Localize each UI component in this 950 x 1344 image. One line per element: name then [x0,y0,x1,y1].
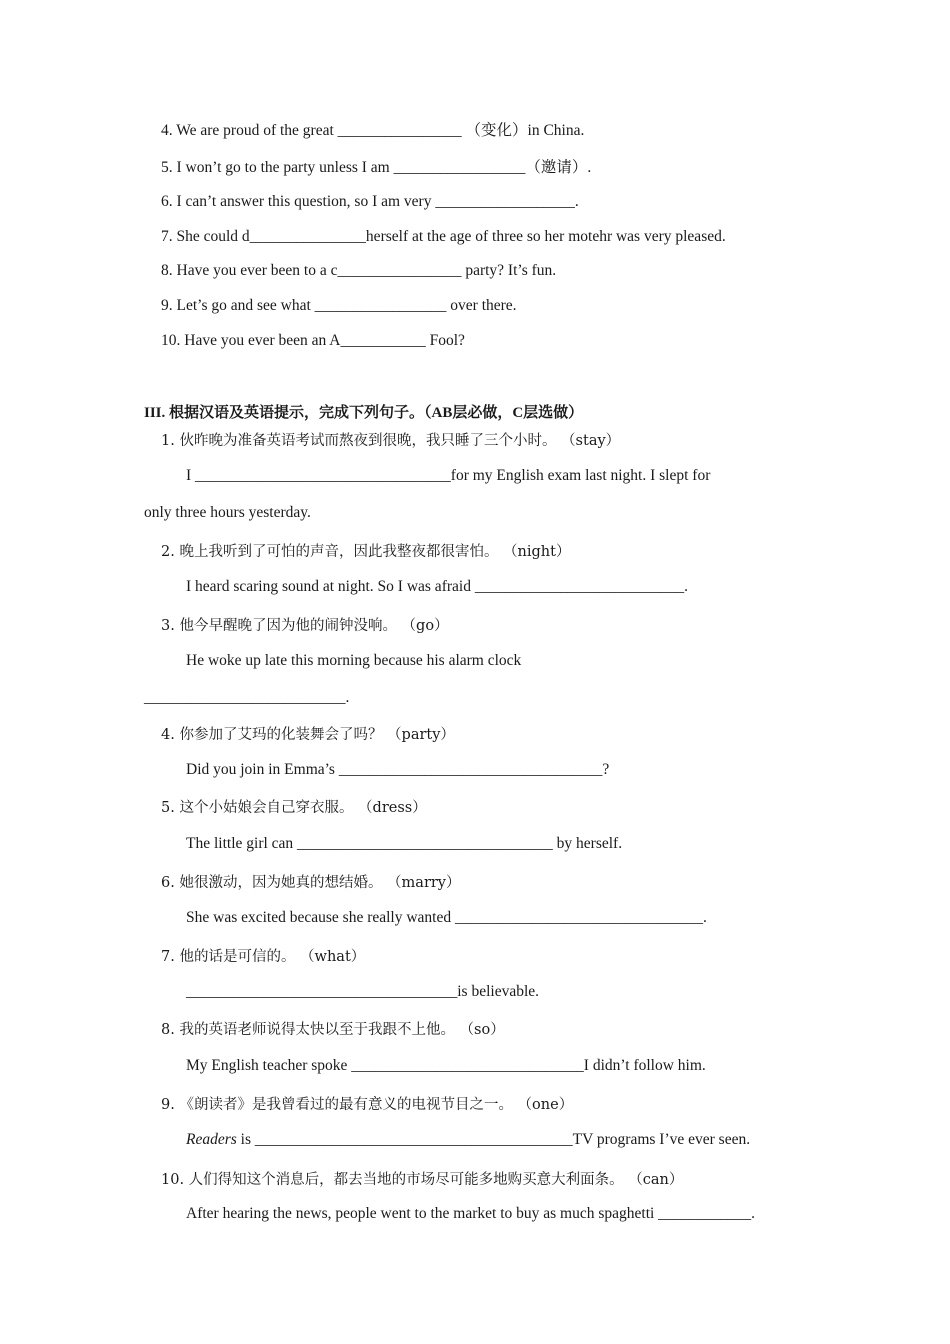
q7-english: ___________________________________is believable. [186,983,540,1000]
q3-english-line1: He woke up late this morning because his alarm clock [186,652,522,669]
q1-english-line2: only three hours yesterday. [144,504,311,521]
part2-item-8: 8. Have you ever been to a c________________ party? It’s fun. [161,262,557,279]
q8-english: My English teacher spoke ______________________________I didn’t follow him. [186,1057,706,1074]
part2-item-5: 5. I won’t go to the party unless I am _________________（邀请）. [161,159,592,176]
part2-item-6: 6. I can’t answer this question, so I am very __________________. [161,193,579,210]
q6-chinese: 6. 她很激动，因为她真的想结婚。 （marry） [161,875,461,891]
part2-item-9: 9. Let’s go and see what _________________ over there. [161,297,517,314]
q4-chinese: 4. 你参加了艾玛的化装舞会了吗？ （party） [161,727,455,743]
q9-chinese: 9. 《朗读者》是我曾看过的最有意义的电视节目之一。 （one） [161,1097,574,1113]
q2-english: I heard scaring sound at night. So I was afraid ___________________________. [186,578,688,595]
q9-english-rest: is _________________________________________TV programs I’ve ever seen. [236,1131,751,1148]
q4-english: Did you join in Emma’s __________________________________? [186,761,610,778]
q3-english-line2: __________________________. [144,689,350,706]
part2-item-10: 10. Have you ever been an A___________ Fool? [161,332,465,349]
q6-english: She was excited because she really wanted ________________________________. [186,909,707,926]
q5-chinese: 5. 这个小姑娘会自己穿衣服。 （dress） [161,800,427,816]
q2-chinese: 2. 晚上我听到了可怕的声音，因此我整夜都很害怕。 （night） [161,544,571,560]
q3-chinese: 3. 他今早醒晚了因为他的闹钟没响。 （go） [161,618,449,634]
section-heading: III. 根据汉语及英语提示，完成下列句子。（AB层必做，C层选做） [144,405,584,421]
q8-chinese: 8. 我的英语老师说得太快以至于我跟不上他。 （so） [161,1022,505,1038]
part2-item-4: 4. We are proud of the great ________________ （变化）in China. [161,122,585,139]
q9-title-italic: Readers [186,1131,237,1148]
q1-chinese: 1. 伙昨晚为准备英语考试而熬夜到很晚，我只睡了三个小时。 （stay） [161,433,621,449]
q7-chinese: 7. 他的话是可信的。 （what） [161,949,366,965]
q10-english: After hearing the news, people went to the market to buy as much spaghetti ____________. [186,1205,756,1222]
part2-item-7: 7. She could d_______________herself at the age of three so her motehr was very pleased. [161,228,726,245]
q9-english [186,1130,750,1150]
q1-english-line1: I _________________________________for my English exam last night. I slept for [186,467,711,484]
q5-english: The little girl can _________________________________ by herself. [186,835,623,852]
q10-chinese: 10. 人们得知这个消息后，都去当地的市场尽可能多地购买意大利面条。 （can） [161,1172,684,1188]
